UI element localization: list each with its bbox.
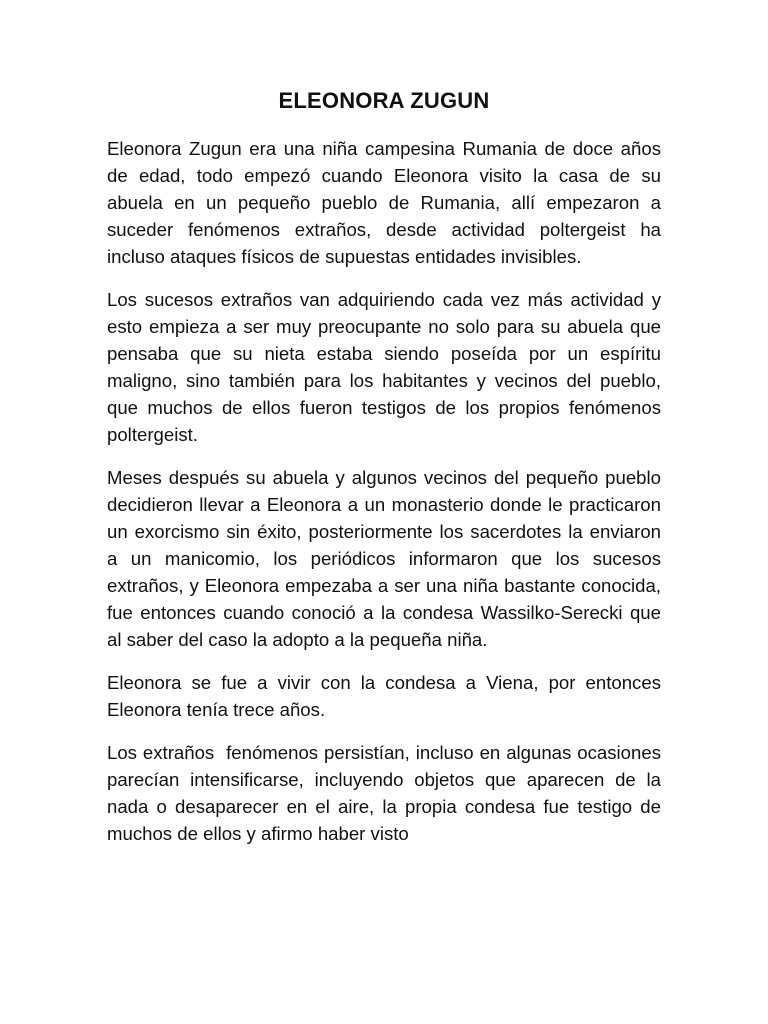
paragraph-2: Los sucesos extraños van adquiriendo cada vez más actividad y esto empieza a ser muy preocupante no solo para su abuela que pensaba que su nieta estaba siendo poseída por un espíritu maligno, sino también para los habitantes y vecinos del pueblo, que muchos de ellos fueron testigos de los propios fenómenos poltergeist. (107, 289, 667, 445)
paragraph-5: Los extraños fenómenos persistían, incluso en algunas ocasiones parecían intensificarse, incluyendo objetos que aparecen de la nada o desaparecer en el aire, la propia condesa fue testigo de muchos de ellos y afirmo haber visto (107, 742, 667, 844)
paragraph-4: Eleonora se fue a vivir con la condesa a Viena, por entonces Eleonora tenía trece años. (107, 672, 667, 720)
document-body (107, 135, 667, 863)
document-title: ELEONORA ZUGUN (278, 88, 490, 113)
paragraph-1: Eleonora Zugun era una niña campesina Rumania de doce años de edad, todo empezó cuando Eleonora visito la casa de su abuela en un pequeño pueblo de Rumania, allí empezaron a suceder fenómenos extraños, desde actividad poltergeist ha incluso ataques físicos de supuestas entidades invisibles. (107, 138, 667, 267)
paragraph-3: Meses después su abuela y algunos vecinos del pequeño pueblo decidieron llevar a Eleonora a un monasterio donde le practicaron un exorcismo sin éxito, posteriormente los sacerdotes la enviaron a un manicomio, los periódicos informaron que los sucesos extraños, y Eleonora empezaba a ser una niña bastante conocida, fue entonces cuando conoció a la condesa Wassilko-Serecki que al saber del caso la adopto a la pequeña niña. (107, 467, 667, 650)
